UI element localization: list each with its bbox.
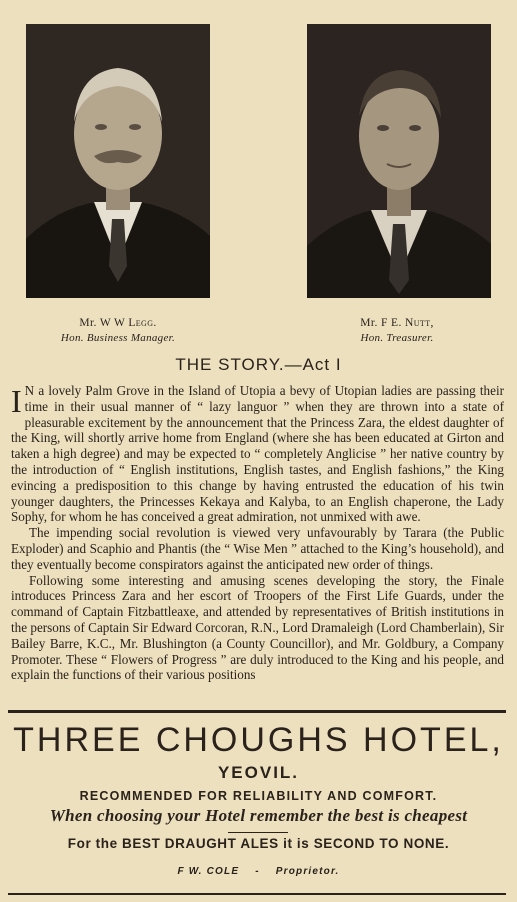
advert-short-rule	[228, 832, 288, 833]
story-paragraph: Following some interesting and amusing scenes developing the story, the Finale introduces Princess Zara and her escort of Troopers of the First Life Guards, under the command of Captain Fitzbattleaxe, and attended by representatives of British institutions in the persons of Captain Sir Edward Corcoran, R.N., Lord Dramaleigh (Lord Chamberlain), Sir Bailey Barre, K.C., Mr. Blushington (a County Councillor), and Mr. Goldbury, a Company Promoter. These “ Flowers of Progress ” are duly introduced to the King and his people, and explain the functions of their various positions	[11, 572, 504, 683]
hotel-town: YEOVIL.	[217, 763, 300, 782]
portrait-photo-legg	[26, 24, 210, 298]
proprietor-separator: -	[255, 866, 260, 877]
advert-bottom-rule	[8, 893, 506, 895]
portrait-role: Hon. Business Manager.	[60, 332, 176, 344]
portrait-name: Mr. W W Legg.	[79, 317, 157, 329]
caption-legg	[3, 317, 233, 344]
story-title: THE STORY.—Act I	[175, 355, 342, 374]
drop-cap: I	[11, 383, 22, 419]
portrait-role: Hon. Treasurer.	[360, 332, 434, 344]
advert-top-rule	[8, 710, 506, 713]
caption-nutt	[282, 317, 512, 344]
proprietor-title: Proprietor.	[275, 866, 340, 877]
hotel-name: THREE CHOUGHS HOTEL,	[13, 721, 504, 759]
story-paragraph: I N a lovely Palm Grove in the Island of Utopia a bevy of Utopian ladies are passing their time in their usual manner of “ lazy languor ” when they are thrown into a state of pleasurable excitement by the announcement that the Princess Zara, the eldest daughter of the King, will shortly arrive home from England (where she has been educated at Girton and taken a high degree) and may be expected to “ completely Anglicise ” her native country by the introduction of “ English institutions, English tastes, and English fashions,” the King evincing a predisposition to this change by having entrusted the education of his twin younger daughters, the Princesses Kekaya and Kalyba, to an English chaperone, the Lady Sophy, for whom he has conceived a great admiration, not unmixed with awe.	[11, 383, 504, 525]
hotel-proprietor	[0, 866, 517, 877]
portrait-name: Mr. F E. Nutt,	[360, 317, 434, 329]
story-paragraph: The impending social revolution is viewed very unfavourably by Tarara (the Public Exploder) and Scaphio and Phantis (the “ Wise Men ” attached to the King’s household), and they eventually become conspirators against the anticipated new order of things.	[11, 525, 504, 572]
proprietor-name: F W. COLE	[177, 866, 240, 877]
story-body	[11, 383, 504, 683]
hotel-ales-line: For the BEST DRAUGHT ALES it is SECOND TO NONE.	[67, 836, 450, 851]
hotel-slogan: When choosing your Hotel remember the best is cheapest	[49, 806, 468, 825]
hotel-recommendation: RECOMMENDED FOR RELIABILITY AND COMFORT.	[79, 789, 438, 803]
portrait-photo-nutt	[307, 24, 491, 298]
